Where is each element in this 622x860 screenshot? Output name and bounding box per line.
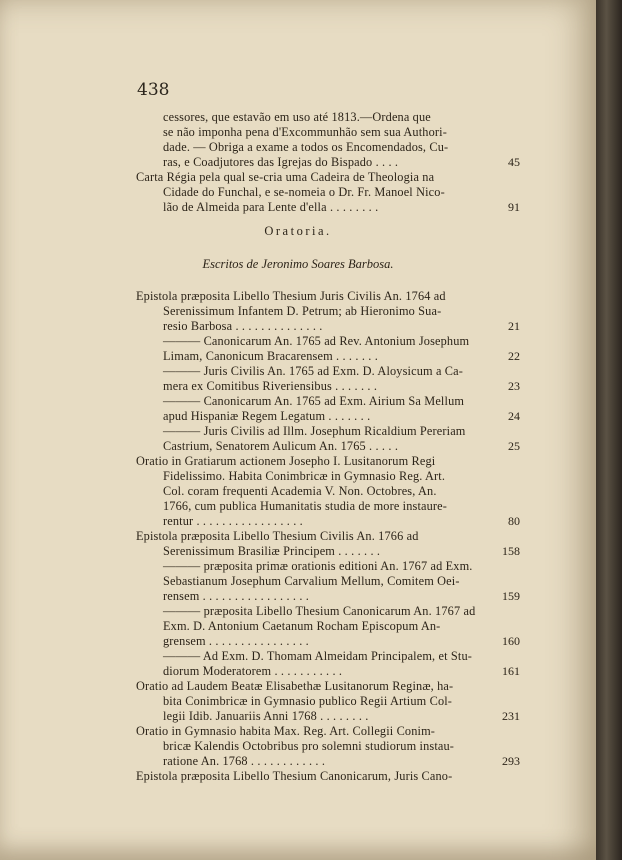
entry-page-number: 161 xyxy=(502,664,520,678)
entry-line: Serenissimum Brasiliæ Principem . . . . . . . xyxy=(163,544,381,558)
entry-line: Oratio in Gymnasio habita Max. Reg. Art. Collegii Conim- xyxy=(136,724,436,738)
entry-page-number: 91 xyxy=(508,200,520,214)
entry-line: resio Barbosa . . . . . . . . . . . . . . xyxy=(163,319,323,333)
entry-line: apud Hispaniæ Regem Legatum . . . . . . . xyxy=(163,409,371,423)
entry-line: 1766, cum publica Humanitatis studia de more instaure- xyxy=(163,499,448,513)
entry-line: ras, e Coadjutores das Igrejas do Bispado . . . . xyxy=(163,155,399,169)
entry-line: Sebastianum Josephum Carvalium Mellum, Comitem Oei- xyxy=(163,574,460,588)
entry-line: grensem . . . . . . . . . . . . . . . . xyxy=(163,634,309,648)
page-number: 438 xyxy=(137,80,170,100)
entry-line: Carta Régia pela qual se-cria uma Cadeira de Theologia na xyxy=(136,170,435,184)
entry-line: Fidelissimo. Habita Conimbricæ in Gymnasio Reg. Art. xyxy=(163,469,446,483)
entry-line: dade. — Obriga a exame a todos os Encomendados, Cu- xyxy=(163,140,449,154)
entry-page-number: 22 xyxy=(508,349,520,363)
entry-line: Castrium, Senatorem Aulicum An. 1765 . . . . . xyxy=(163,439,399,453)
entry-page-number: 45 xyxy=(508,155,520,169)
entry-line: Epistola præposita Libello Thesium Civilis An. 1766 ad xyxy=(136,529,419,543)
entry-page-number: 231 xyxy=(502,709,520,723)
entry-line: ——— præposita primæ orationis editioni An. 1767 ad Exm. xyxy=(163,559,473,573)
entry-page-number: 24 xyxy=(508,409,520,423)
entry-line: rensem . . . . . . . . . . . . . . . . . xyxy=(163,589,310,603)
entry-line: lão de Almeida para Lente d'ella . . . . . . . . xyxy=(163,200,379,214)
entry-page-number: 80 xyxy=(508,514,520,528)
entry-line: Epistola præposita Libello Thesium Juris Civilis An. 1764 ad xyxy=(136,289,446,303)
entry-line: se não imponha pena d'Excommunhão sem sua Authori- xyxy=(163,125,447,139)
entry-line: ——— Juris Civilis ad Illm. Josephum Ricaldium Pereriam xyxy=(163,424,466,438)
entry-line: ——— Canonicarum An. 1765 ad Rev. Antonium Josephum xyxy=(163,334,470,348)
entry-line: bricæ Kalendis Octobribus pro solemni studiorum instau- xyxy=(163,739,455,753)
entry-line: legii Idib. Januariis Anni 1768 . . . . . . . . xyxy=(163,709,369,723)
entry-page-number: 160 xyxy=(502,634,520,648)
entry-line: Oratio ad Laudem Beatæ Elisabethæ Lusitanorum Reginæ, ha- xyxy=(136,679,454,693)
entry-page-number: 158 xyxy=(502,544,520,558)
entry-page-number: 21 xyxy=(508,319,520,333)
entry-line: bita Conimbricæ in Gymnasio publico Regii Artium Col- xyxy=(163,694,453,708)
entry-line: Exm. D. Antonium Caetanum Rocham Episcopum An- xyxy=(163,619,441,633)
entry-line: mera ex Comitibus Riveriensibus . . . . . . . xyxy=(163,379,378,393)
entry-line: ——— Juris Civilis An. 1765 ad Exm. D. Aloysicum a Ca- xyxy=(163,364,463,378)
entry-line: Col. coram frequenti Academia V. Non. Octobres, An. xyxy=(163,484,437,498)
entry-line: Oratio in Gratiarum actionem Josepho I. Lusitanorum Regi xyxy=(136,454,436,468)
entry-line: diorum Moderatorem . . . . . . . . . . . xyxy=(163,664,343,678)
entry-line: ratione An. 1768 . . . . . . . . . . . . xyxy=(163,754,326,768)
entry-line: cessores, que estavão em uso até 1813.—Ordena que xyxy=(163,110,431,124)
entry-page-number: 159 xyxy=(502,589,520,603)
entry-line: ——— Ad Exm. D. Thomam Almeidam Principalem, et Stu- xyxy=(163,649,473,663)
entry-line: rentur . . . . . . . . . . . . . . . . . xyxy=(163,514,303,528)
entry-line: Epistola præposita Libello Thesium Canonicarum, Juris Cano- xyxy=(136,769,453,783)
entry-page-number: 25 xyxy=(508,439,520,453)
entry-page-number: 293 xyxy=(502,754,520,768)
entry-line: Limam, Canonicum Bracarensem . . . . . . . xyxy=(163,349,378,363)
section-heading: Oratoria. xyxy=(264,224,332,238)
entry-line: ——— præposita Libello Thesium Canonicarum An. 1767 ad xyxy=(163,604,476,618)
entry-line: Cidade do Funchal, e se-nomeia o Dr. Fr. Manoel Nico- xyxy=(163,185,445,199)
book-edge xyxy=(596,0,622,860)
entry-page-number: 23 xyxy=(508,379,520,393)
entry-line: ——— Canonicarum An. 1765 ad Exm. Airium Sa Mellum xyxy=(163,394,465,408)
section-subheading: Escritos de Jeronimo Soares Barbosa. xyxy=(202,257,394,271)
entry-line: Serenissimum Infantem D. Petrum; ab Hieronimo Sua- xyxy=(163,304,442,318)
